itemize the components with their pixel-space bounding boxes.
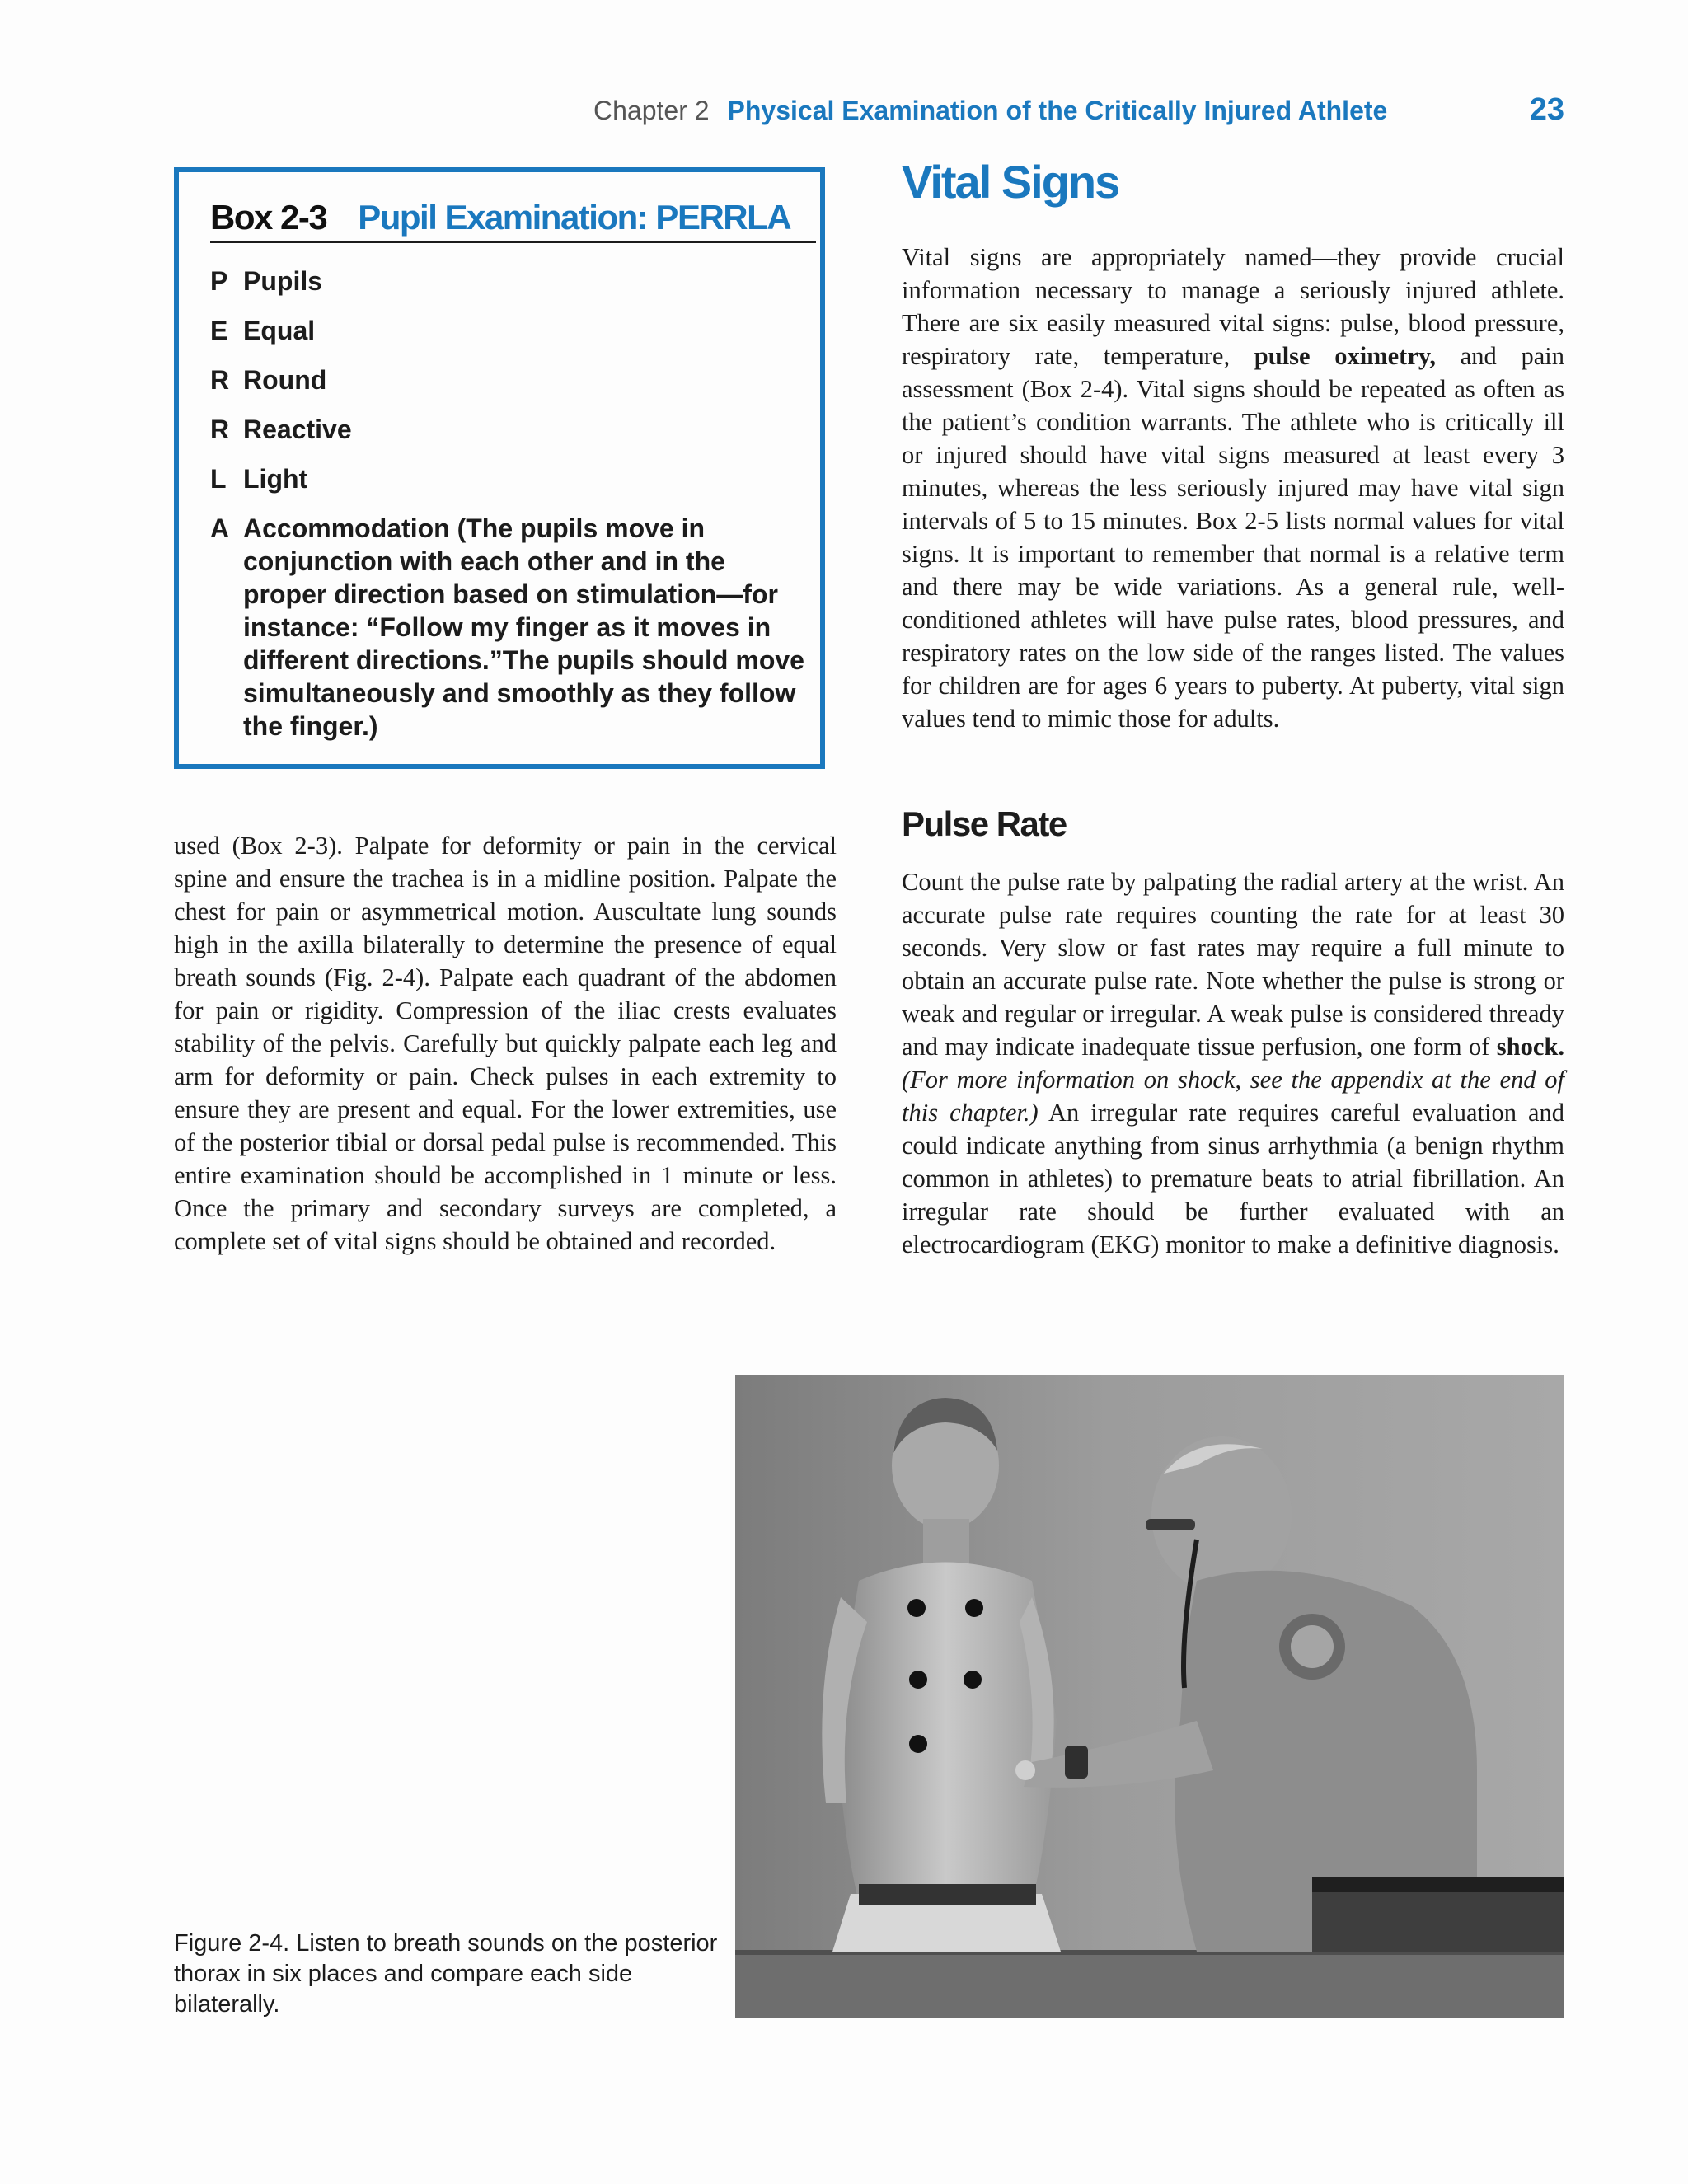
shock-term: shock.: [1496, 1033, 1564, 1061]
shock-reference: (For more information on shock, see the appendix at the end of this chapter.): [902, 1066, 1564, 1127]
vital-signs-paragraph: [902, 241, 1564, 735]
vital-signs-text-cont: and pain assessment (Box 2-4). Vital signs should be repeated as often as the patient’s condition warrants. The athlete who is critically ill or injured should have vital signs measured at least every 3 minutes, whereas the less seriously injured may have vital sign intervals of 5 to 15 minutes. Box 2-5 lists normal values for vital signs. It is important to remember that normal is a relative term and there may be wide variations. As a general rule, well-conditioned athletes will have pulse rates, blood pressures, and respiratory rates on the low side of the ranges listed. The values for children are for ages 6 years to puberty. At puberty, vital sign values tend to mimic those for adults.: [902, 342, 1564, 733]
section-title-pulse-rate: Pulse Rate: [902, 804, 1067, 843]
item-letter: E: [210, 316, 228, 345]
list-item: [210, 413, 816, 446]
item-text: Accommodation (The pupils move in conjunction with each other and in the proper direction based on stimulation—for instance: “Follow my finger as it moves in different directions.”The pupils should move simultaneously and smoothly as they follow the finger.): [243, 513, 804, 741]
running-header: [593, 92, 1564, 130]
item-text: Round: [243, 365, 327, 395]
item-letter: R: [210, 415, 230, 444]
list-item: [210, 462, 816, 495]
pulse-rate-text: Count the pulse rate by palpating the radial artery at the wrist. An accurate pulse rate requires counting the rate for at least 30 seconds. Very slow or fast rates may require a full minute to obtain an accurate pulse rate. Note whether the pulse is strong or weak and regular or irregular. A weak pulse is considered thready and may indicate inadequate tissue perfusion, one form of: [902, 868, 1564, 1061]
chapter-label: Chapter 2: [593, 96, 710, 125]
list-item: [210, 265, 816, 298]
list-item: [210, 512, 816, 743]
figure-2-4-photo: [735, 1375, 1564, 2018]
left-column-paragraph: used (Box 2-3). Palpate for deformity or pain in the cervical spine and ensure the trachea is in a midline position. Palpate the chest for pain or asymmetrical motion. Auscultate lung sounds high in the axilla bilaterally to determine the presence of equal breath sounds (Fig. 2-4). Palpate each quadrant of the abdomen for pain or rigidity. Compression of the iliac crests evaluates stability of the pelvis. Carefully but quickly palpate each leg and arm for deformity or pain. Check pulses in each extremity to ensure they are present and equal. For the lower extremities, use of the posterior tibial or dorsal pedal pulse is recommended. This entire examination should be accomplished in 1 minute or less. Once the primary and secondary surveys are completed, a complete set of vital signs should be obtained and recorded.: [174, 832, 837, 1255]
item-text: Equal: [243, 316, 316, 345]
page-number: 23: [1529, 92, 1564, 127]
box-name: Pupil Examination: PERRLA: [358, 198, 791, 237]
box-title: [210, 197, 816, 243]
pupil-exam-box: [174, 167, 825, 769]
pulse-rate-text-cont: An irregular rate requires careful evaluation and could indicate anything from sinus arrhythmia (a benign rhythm common in athletes) to premature beats to atrial fibrillation. An irregular rate should be further evaluated with an electrocardiogram (EKG) monitor to make a definitive diagnosis.: [902, 1099, 1564, 1258]
list-item: [210, 363, 816, 396]
vital-signs-text: Vital signs are appropriately named—they provide crucial information necessary to manage a seriously injured athlete. There are six easily measured vital signs: pulse, blood pressure, respiratory rate, temperature,: [902, 243, 1564, 370]
item-letter: L: [210, 464, 227, 494]
pulse-rate-paragraph: [902, 865, 1564, 1261]
item-letter: R: [210, 365, 230, 395]
item-text: Reactive: [243, 415, 352, 444]
pulse-oximetry-term: pulse oximetry,: [1254, 342, 1437, 370]
figure-caption: Figure 2-4. Listen to breath sounds on the posterior thorax in six places and compare each side bilaterally.: [174, 1930, 718, 2018]
item-letter: P: [210, 266, 228, 296]
box-number: Box 2-3: [210, 198, 327, 237]
list-item: [210, 314, 816, 347]
item-text: Pupils: [243, 266, 323, 296]
perrla-list: [210, 265, 816, 759]
item-letter: A: [210, 513, 230, 543]
auscultation-illustration: [735, 1375, 1564, 2018]
item-text: Light: [243, 464, 308, 494]
section-title-vital-signs: Vital Signs: [902, 156, 1119, 208]
chapter-title: Physical Examination of the Critically Injured Athlete: [727, 96, 1388, 125]
